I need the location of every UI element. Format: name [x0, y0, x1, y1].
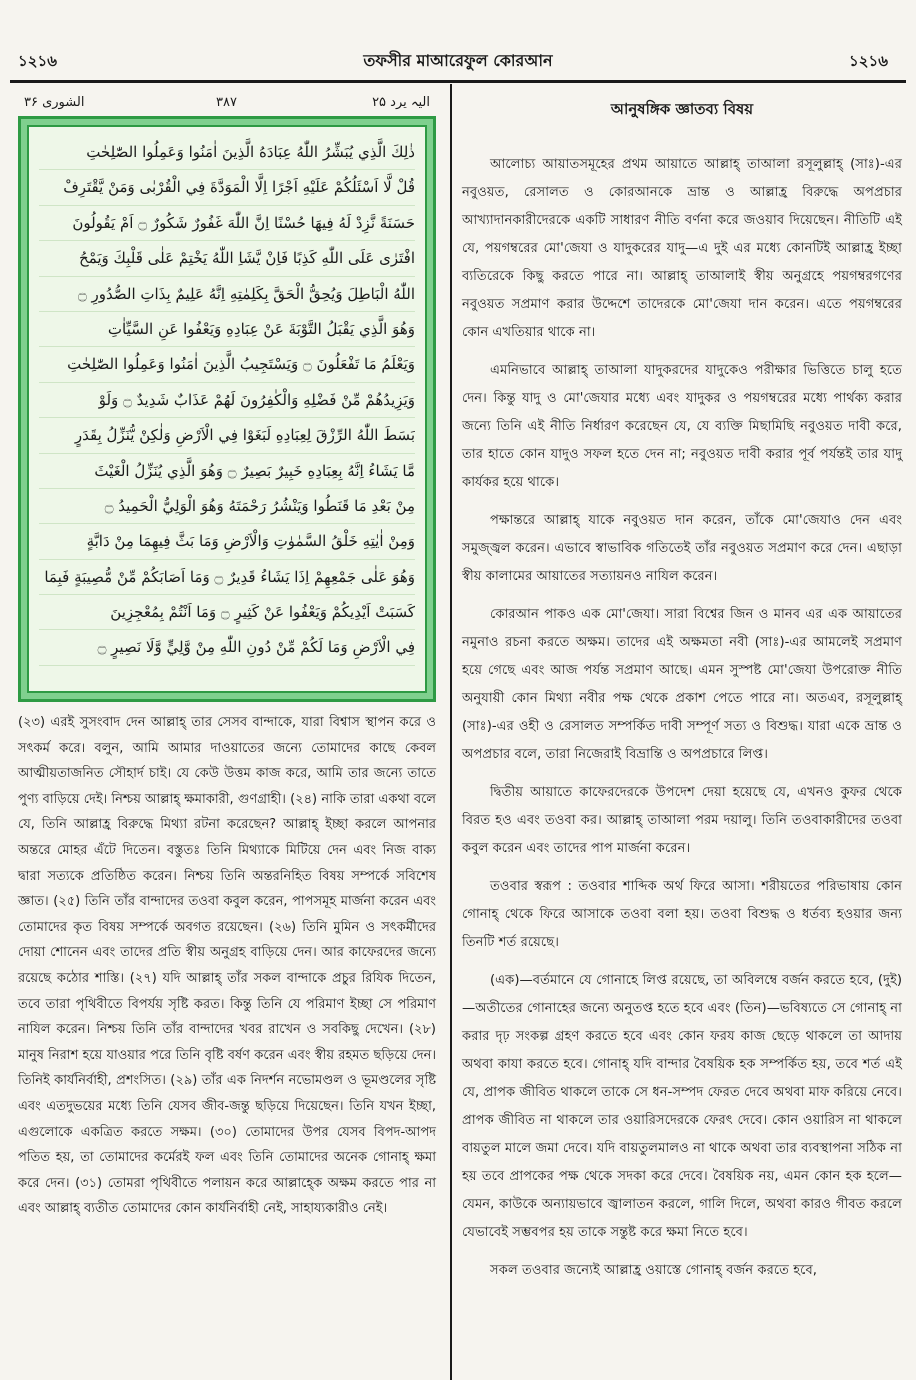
book-title: তফসীর মাআরেফুল কোরআন	[363, 51, 553, 70]
arabic-line: ذٰلِكَ الَّذِي يُبَشِّرُ اللّٰهُ عِبَادَهُ الَّذِينَ اٰمَنُوا وَعَمِلُوا الصّٰلِحٰتِ	[39, 135, 415, 170]
commentary-paragraph: এমনিভাবে আল্লাহ্ তাআলা যাদুকরদের যাদুকেও পরীক্ষার ভিত্তিতে চালু হতে দেন। কিন্তু যাদু ও মো'জেযার মধ্যে এবং যাদুকর ও পয়গম্বরের মধ্যে পার্থক্য করার জন্যে তিনি এই নীতি নির্ধারণ করেছেন যে, যে ব্যক্তি মিছামিছি নবুওয়ত দাবী করে, তার হাতে কোন যাদুও সফল হতে দেন না; নবুওয়ত দাবী করার পূর্ব পর্যন্তই তার যাদু কার্যকর হয়ে থাকে।	[462, 363, 902, 490]
arabic-line: مِنْ بَعْدِ مَا قَنَطُوا وَيَنْشُرُ رَحْمَتَهُ وَهُوَ الْوَلِيُّ الْحَمِيدُ ۝	[39, 489, 415, 524]
commentary-paragraph: দ্বিতীয় আয়াতে কাফেরদেরকে উপদেশ দেয়া হয়েছে যে, এখনও কুফর থেকে বিরত হও এবং তওবা কর। আল্লাহ্ তাআলা পরম দয়ালু। তিনি তওবাকারীদের তওবা কবুল করেন এবং তাদের পাপ মার্জনা করেন।	[462, 785, 902, 856]
arabic-line: حَسَنَةً نَّزِدْ لَهُ فِيهَا حُسْنًا اِنَّ اللّٰهَ غَفُورٌ شَكُورٌ ۝ اَمْ يَقُولُونَ	[39, 206, 415, 241]
commentary-paragraph: আলোচ্য আয়াতসমূহের প্রথম আয়াতে আল্লাহ্ তাআলা রসূলুল্লাহ্ (সাঃ)-এর নবুওয়ত, রেসালত ও কোরআনকে ভ্রান্ত ও আল্লাহ্র বিরুদ্ধে অপপ্রচার আখ্যাদানকারীদেরকে একটি সাধারণ নীতি বর্ণনা করে জওয়াব দিয়েছেন। নীতিটি এই যে, পয়গম্বরের মো'জেযা ও যাদুকরের যাদু—এ দুই এর মধ্যে কোনটিই আল্লাহ্র ইচ্ছা ব্যতিরেকে কিছু করতে পারে না। আল্লাহ্ তাআলাই স্বীয় অনুগ্রহে পয়গম্বরগণের নবুওয়ত সপ্রমাণ করার উদ্দেশে তাদেরকে মো'জেযা দান করেন। এতে পয়গম্বরের কোন এখতিয়ার থাকে না।	[462, 157, 902, 340]
arabic-line: وَيَزِيدُهُمْ مِّنْ فَضْلِهِ وَالْكٰفِرُونَ لَهُمْ عَذَابٌ شَدِيدٌ ۝ وَلَوْ	[39, 383, 415, 418]
section-heading: আনুষঙ্গিক জ্ঞাতব্য বিষয়	[610, 100, 754, 118]
commentary-paragraph: (এক)—বর্তমানে যে গোনাহে লিপ্ত রয়েছে, তা অবিলম্বে বর্জন করতে হবে, (দুই)—অতীতের গোনাহের জন্যে অনুতপ্ত হতে হবে এবং (তিন)—ভবিষ্যতে সে গোনাহ্ না করার দৃঢ় সংকল্প গ্রহণ করতে হবে এবং কোন ফরয কাজ ছেড়ে থাকলে তা আদায় অথবা কাযা করতে হবে। গোনাহ্ যদি বান্দার বৈষয়িক হক সম্পর্কিত হয়, তবে শর্ত এই যে, প্রাপক জীবিত থাকলে তাকে সে ধন-সম্পদ ফেরত দেবে অথবা মাফ করিয়ে নেবে। প্রাপক জীবিত না থাকলে তার ওয়ারিসদেরকে ফেরৎ দেবে। কোন ওয়ারিস না থাকলে বায়তুল মালে জমা দেবে। যদি বায়তুলমালও না থাকে অথবা তার ব্যবস্থাপনা সঠিক না হয় তবে প্রাপকের পক্ষ থেকে সদকা করে দেবে। বৈষয়িক নয়, এমন কোন হক হলে—যেমন, কাউকে অন্যায়ভাবে জ্বালাতন করলে, গালি দিলে, অথবা কারও গীবত করলে যেভাবেই সম্ভবপর হয় তাকে সন্তুষ্ট করে ক্ষমা নিতে হবে।	[462, 973, 902, 1240]
quran-text-box	[27, 125, 427, 693]
header-rule	[10, 80, 906, 83]
page-number-left: ১২১৬	[18, 52, 57, 70]
commentary-paragraph: কোরআন পাকও এক মো'জেযা। সারা বিশ্বের জিন ও মানব এর এক আয়াতের নমুনাও রচনা করতে অক্ষম। তাদের এই অক্ষমতা নবী (সাঃ)-এর আমলেই সপ্রমাণ হয়ে গেছে এবং আজ পর্যন্ত সপ্রমাণ আছে। এমন সুস্পষ্ট মো'জেযা উপরোক্ত নীতি অনুযায়ী কোন মিথ্যা নবীর পক্ষ থেকে প্রকাশ পেতে পারে না। অতএব, রসূলুল্লাহ্ (সাঃ)-এর ওহী ও রেসালত সম্পর্কিত দাবী সম্পূর্ণ সত্য ও বিশুদ্ধ। যারা একে ভ্রান্ত ও অপপ্রচার বলে, তারা নিজেরাই বিভ্রান্তি ও অপপ্রচারে লিপ্ত।	[462, 607, 902, 762]
commentary-paragraph: তওবার স্বরূপ : তওবার শাব্দিক অর্থ ফিরে আসা। শরীয়তের পরিভাষায় কোন গোনাহ্ থেকে ফিরে আসাকে তওবা বলা হয়। তওবা বিশুদ্ধ ও ধর্তব্য হওয়ার জন্য তিনটি শর্ত রয়েছে।	[462, 879, 902, 950]
left-column	[18, 92, 436, 1222]
arabic-line: كَسَبَتْ اَيْدِيكُمْ وَيَعْفُوا عَنْ كَثِيرٍ ۝ وَمَا اَنْتُمْ بِمُعْجِزِينَ	[39, 595, 415, 630]
commentary-paragraph: সকল তওবার জন্যেই আল্লাহ্র ওয়াস্তে গোনাহ্ বর্জন করতে হবে,	[490, 1263, 817, 1278]
arabic-line: اللّٰهُ الْبَاطِلَ وَيُحِقُّ الْحَقَّ بِكَلِمٰتِهِ اِنَّهُ عَلِيمٌ بِذَاتِ الصُّدُورِ ۝	[39, 277, 415, 312]
arabic-line: وَمِنْ اٰيٰتِهِ خَلْقُ السَّمٰوٰتِ وَالْاَرْضِ وَمَا بَثَّ فِيهِمَا مِنْ دَابَّةٍ	[39, 524, 415, 559]
column-divider	[450, 84, 452, 1380]
surah-label: الشوری ۳۶	[24, 95, 85, 110]
arabic-line: فِي الْاَرْضِ وَمَا لَكُمْ مِّنْ دُونِ اللّٰهِ مِنْ وَّلِيٍّ وَّلَا نَصِيرٍ ۝	[39, 630, 415, 665]
arabic-line: مَّا يَشَاءُ اِنَّهُ بِعِبَادِهِ خَبِيرٌ بَصِيرٌ ۝ وَهُوَ الَّذِي يُنَزِّلُ الْغَيْثَ	[39, 454, 415, 489]
arabic-line: وَهُوَ عَلٰى جَمْعِهِمْ اِذَا يَشَاءُ قَدِيرٌ ۝ وَمَا اَصَابَكُمْ مِّنْ مُّصِيبَةٍ فَبِمَا	[39, 560, 415, 595]
arabic-line: وَهُوَ الَّذِي يَقْبَلُ التَّوْبَةَ عَنْ عِبَادِهِ وَيَعْفُوا عَنِ السَّيِّاٰتِ	[39, 312, 415, 347]
arabic-line: قُلْ لَّا اَسْئَلُكُمْ عَلَيْهِ اَجْرًا اِلَّا الْمَوَدَّةَ فِي الْقُرْبٰى وَمَنْ يَّقْتَرِفْ	[39, 170, 415, 205]
commentary-paragraph: পক্ষান্তরে আল্লাহ্ যাকে নবুওয়ত দান করেন, তাঁকে মো'জেযাও দেন এবং সমুজ্জ্বল করেন। এভাবে স্বাভাবিক গতিতেই তাঁর নবুওয়ত সপ্রমাণ করে দেন। এছাড়া স্বীয় কালামের আয়াতের সত্যায়নও নাযিল করেন।	[462, 513, 902, 584]
page-header	[0, 40, 916, 78]
arabic-line: بَسَطَ اللّٰهُ الرِّزْقَ لِعِبَادِهِ لَبَغَوْا فِي الْاَرْضِ وَلٰكِنْ يُّنَزِّلُ بِقَدَرٍ	[39, 418, 415, 453]
bengali-translation: (২৩) এরই সুসংবাদ দেন আল্লাহ্ তার সেসব বান্দাকে, যারা বিশ্বাস স্থাপন করে ও সৎকর্ম করে। বলুন, আমি আমার দাওয়াতের জন্যে তোমাদের কাছে কেবল আত্মীয়তাজনিত সৌহার্দ চাই। যে কেউ উত্তম কাজ করে, আমি তার জন্যে তাতে পুণ্য বাড়িয়ে দেই। নিশ্চয় আল্লাহ্ ক্ষমাকারী, গুণগ্রাহী। (২৪) নাকি তারা একথা বলে যে, তিনি আল্লাহ্র বিরুদ্ধে মিথ্যা রটনা করেছেন? আল্লাহ্ ইচ্ছা করলে আপনার অন্তরে মোহর এঁটে দিতেন। বস্তুতঃ তিনি মিথ্যাকে মিটিয়ে দেন এবং নিজ বাক্য দ্বারা সত্যকে প্রতিষ্ঠিত করেন। নিশ্চয় তিনি অন্তরনিহিত বিষয় সম্পর্কে সবিশেষ জ্ঞাত। (২৫) তিনি তাঁর বান্দাদের তওবা কবুল করেন, পাপসমূহ মার্জনা করেন এবং তোমাদের কৃত বিষয় সম্পর্কে অবগত রয়েছেন। (২৬) তিনি মুমিন ও সৎকর্মীদের দোয়া শোনেন এবং তাদের প্রতি স্বীয় অনুগ্রহ বাড়িয়ে দেন। আর কাফেরদের জন্যে রয়েছে কঠোর শাস্তি। (২৭) যদি আল্লাহ্ তাঁর সকল বান্দাকে প্রচুর রিযিক দিতেন, তবে তারা পৃথিবীতে বিপর্যয় সৃষ্টি করত। কিন্তু তিনি যে পরিমাণ ইচ্ছা সে পরিমাণ নাযিল করেন। নিশ্চয় তিনি তাঁর বান্দাদের খবর রাখেন ও সবকিছু দেখেন। (২৮) মানুষ নিরাশ হয়ে যাওয়ার পরে তিনি বৃষ্টি বর্ষণ করেন এবং স্বীয় রহমত ছড়িয়ে দেন। তিনিই কার্যনির্বাহী, প্রশংসিত। (২৯) তাঁর এক নিদর্শন নভোমণ্ডল ও ভূমণ্ডলের সৃষ্টি এবং এতদুভয়ের মধ্যে তিনি যেসব জীব-জন্তু ছড়িয়ে দিয়েছেন। তিনি যখন ইচ্ছা, এগুলোকে একত্রিত করতে সক্ষম। (৩০) তোমাদের উপর যেসব বিপদ-আপদ পতিত হয়, তা তোমাদের কর্মেরই ফল এবং তিনি তোমাদের অনেক গোনাহ্ ক্ষমা করে দেন। (৩১) তোমরা পৃথিবীতে পলায়ন করে আল্লাহ্কে অক্ষম করতে পার না এবং আল্লাহ্ ব্যতীত তোমাদের কোন কার্যনির্বাহী নেই, সাহায্যকারীও নেই।	[18, 715, 436, 1217]
quran-meta	[18, 92, 436, 116]
ayah-label-right: الیہ یرد ۲۵	[372, 95, 430, 110]
arabic-line: افْتَرٰى عَلَى اللّٰهِ كَذِبًا فَاِنْ يَّشَاِ اللّٰهُ يَخْتِمْ عَلٰى قَلْبِكَ وَيَمْحُ	[39, 241, 415, 276]
ayah-label: ۳۸۷	[216, 95, 237, 110]
quran-frame	[18, 116, 436, 702]
right-column	[462, 92, 902, 1295]
arabic-line: وَيَعْلَمُ مَا تَفْعَلُونَ ۝ وَيَسْتَجِيبُ الَّذِينَ اٰمَنُوا وَعَمِلُوا الصّٰلِحٰتِ	[39, 347, 415, 382]
page-number-right: ১২১৬	[849, 52, 888, 70]
